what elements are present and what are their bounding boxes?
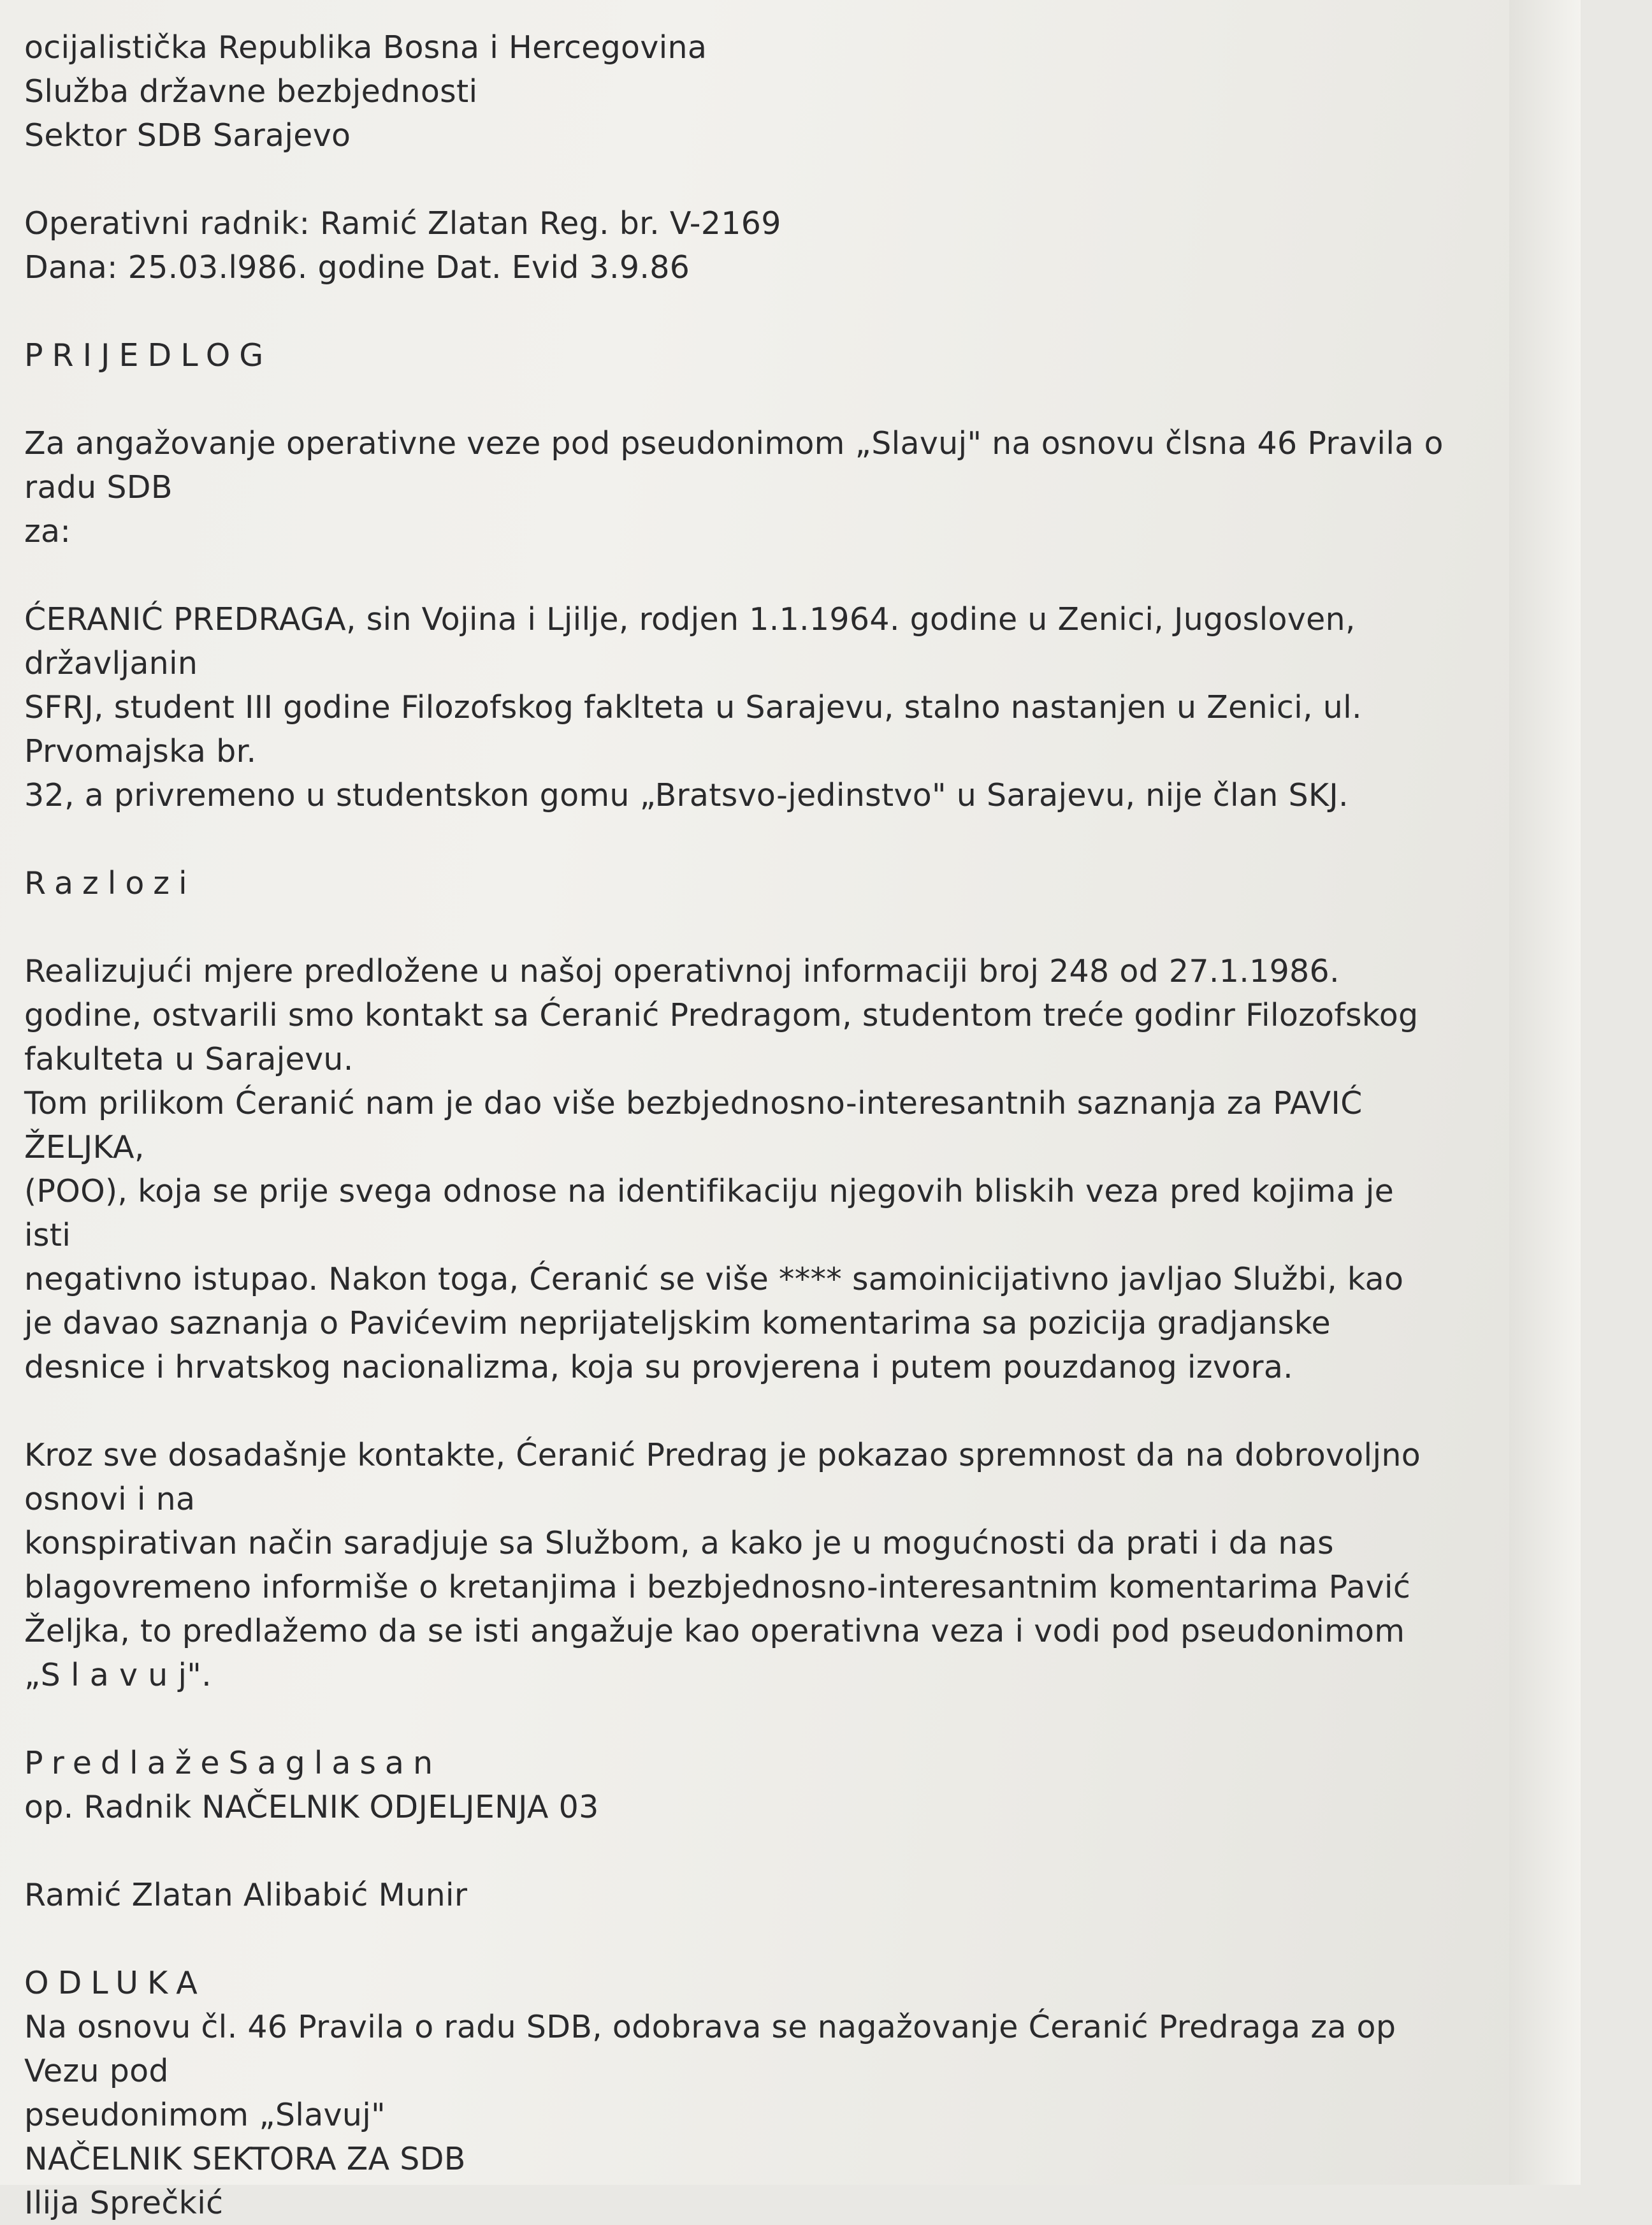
reasons-line: negativno istupao. Nakon toga, Ćeranić se više **** samoinicijativno javljao Službi, kao	[24, 1261, 1404, 1297]
subject-line: SFRJ, student III godine Filozofskog faklteta u Sarajevu, stalno nastanjen u Zenici, ul.	[24, 689, 1362, 726]
header-service: Služba državne bezbjednosti	[24, 73, 478, 110]
reasons-line: Tom prilikom Ćeranić nam je dao više bezbjednosno-interesantnih saznanja za PAVIĆ	[24, 1085, 1363, 1121]
proposal-heading: PRIJEDLOG	[24, 337, 273, 374]
subject-line: državljanin	[24, 645, 198, 682]
meta-officer: Operativni radnik: Ramić Zlatan Reg. br. V-2169	[24, 205, 781, 242]
decision-line: NAČELNIK SEKTORA ZA SDB	[24, 2141, 466, 2177]
document-text	[24, 26, 1630, 2225]
decision-line: Vezu pod	[24, 2053, 169, 2089]
reasons-line: Realizujući mjere predložene u našoj operativnoj informaciji broj 248 od 27.1.1986.	[24, 953, 1340, 989]
subject-line: 32, a privremeno u studentskon gomu „Bratsvo-jedinstvo" u Sarajevu, nije član SKJ.	[24, 777, 1349, 813]
proposal-line: Za angažovanje operativne veze pod pseudonimom „Slavuj" na osnovu člsna 46 Pravila o	[24, 425, 1444, 462]
signature-labels: PredlažeSaglasan	[24, 1745, 442, 1781]
signature-roles: op. Radnik NAČELNIK ODJELJENJA 03	[24, 1789, 599, 1825]
reasons-line: Željka, to predlažemo da se isti angažuje kao operativna veza i vodi pod pseudonimom	[24, 1613, 1405, 1649]
reasons-line: osnovi i na	[24, 1481, 196, 1517]
reasons-line: (POO), koja se prije svega odnose na identifikaciju njegovih bliskih veza pred kojima je	[24, 1173, 1395, 1209]
proposal-line: radu SDB	[24, 469, 173, 506]
decision-line: Ilija Sprečkić	[24, 2185, 224, 2221]
decision-line: pseudonimom „Slavuj"	[24, 2097, 386, 2133]
reasons-line: ŽELJKA,	[24, 1129, 145, 1165]
reasons-line: godine, ostvarili smo kontakt sa Ćeranić Predragom, studentom treće godinr Filozofskog	[24, 997, 1419, 1033]
decision-line: Na osnovu čl. 46 Pravila o radu SDB, odobrava se nagažovanje Ćeranić Predraga za op	[24, 2009, 1396, 2045]
reasons-line: konspirativan način saradjuje sa Službom, a kako je u mogućnosti da prati i da nas	[24, 1525, 1334, 1561]
meta-date: Dana: 25.03.l986. godine Dat. Evid 3.9.86	[24, 249, 690, 286]
reasons-line: isti	[24, 1217, 71, 1253]
reasons-heading: Razlozi	[24, 865, 196, 901]
reasons-line: fakulteta u Sarajevu.	[24, 1041, 354, 1077]
subject-line: ĆERANIĆ PREDRAGA, sin Vojina i Ljilje, rodjen 1.1.1964. godine u Zenici, Jugosloven,	[24, 601, 1356, 638]
reasons-line: „S l a v u j".	[24, 1657, 212, 1693]
reasons-line: Kroz sve dosadašnje kontakte, Ćeranić Predrag je pokazao spremnost da na dobrovoljno	[24, 1437, 1421, 1473]
reasons-line: blagovremeno informiše o kretanjima i bezbjednosno-interesantnim komentarima Pavić	[24, 1569, 1411, 1605]
reasons-line: je davao saznanja o Pavićevim neprijateljskim komentarima sa pozicija gradjanske	[24, 1305, 1331, 1341]
header-republic: ocijalistička Republika Bosna i Hercegovina	[24, 29, 707, 66]
reasons-line: desnice i hrvatskog nacionalizma, koja su provjerena i putem pouzdanog izvora.	[24, 1349, 1294, 1385]
decision-heading: ODLUKA	[24, 1965, 207, 2001]
subject-line: Prvomajska br.	[24, 733, 257, 770]
header-sector: Sektor SDB Sarajevo	[24, 117, 351, 154]
proposal-line: za:	[24, 513, 71, 550]
signature-names: Ramić Zlatan Alibabić Munir	[24, 1877, 468, 1913]
